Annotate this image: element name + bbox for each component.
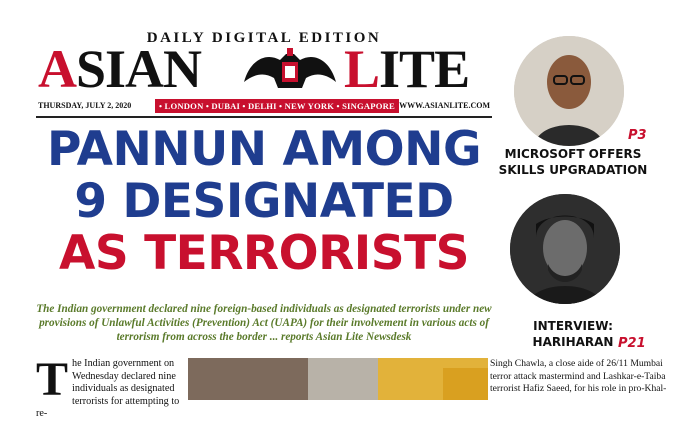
photo-building-block bbox=[188, 358, 308, 400]
masthead-divider bbox=[36, 116, 492, 118]
website-link[interactable]: WWW.ASIANLITE.COM bbox=[399, 101, 490, 110]
brand-right-text: LITE bbox=[344, 39, 470, 99]
drop-cap: T bbox=[36, 353, 69, 406]
headline-line-1: PANNUN AMONG bbox=[46, 122, 482, 177]
teaser-2-title[interactable]: INTERVIEW: HARIHARAN bbox=[532, 319, 614, 349]
article-column bbox=[36, 353, 184, 421]
edition-label: DAILY DIGITAL EDITION bbox=[146, 30, 382, 46]
teaser-1-photo[interactable] bbox=[514, 36, 624, 146]
headline-line-3: AS TERRORISTS bbox=[58, 226, 470, 281]
cities-bar: • LONDON • DUBAI • DELHI • NEW YORK • SINGAPORE bbox=[155, 99, 399, 113]
person-portrait-icon bbox=[510, 194, 620, 304]
sidebar bbox=[490, 0, 681, 400]
article-text: he Indian government on Wednesday declared nine individuals as designated terrorists for attempting to re- bbox=[36, 358, 180, 419]
crest-emblem-icon bbox=[236, 42, 344, 96]
photo-flag-fold bbox=[443, 368, 488, 400]
person-portrait-icon bbox=[514, 36, 624, 146]
issue-date: THURSDAY, JULY 2, 2020 bbox=[38, 101, 132, 110]
sidebar-column-text: Singh Chawla, a close aide of 26/11 Mumbai terror attack mastermind and Lashkar-e-Taiba terrorist Hafiz Saeed, for his role in pro-Khal- bbox=[490, 358, 667, 394]
main-headline bbox=[36, 124, 492, 280]
teaser-2-page-ref[interactable]: P21 bbox=[618, 336, 646, 351]
brand-name-right bbox=[344, 39, 470, 99]
article-photo bbox=[188, 358, 488, 400]
brand-name-left bbox=[38, 39, 202, 99]
teaser-1-page-ref[interactable]: P3 bbox=[628, 128, 647, 143]
teaser-2-photo[interactable] bbox=[510, 194, 620, 304]
headline-line-2: 9 DESIGNATED bbox=[74, 174, 454, 229]
standfirst: The Indian government declared nine foreign-based individuals as designated terrorists under new provisions of Unlawful Activities (Prevention) Act (UAPA) for their involvement in various acts of terrorism from across the border ... reports Asian Lite Newsdesk bbox=[36, 303, 492, 343]
teaser-1-title[interactable]: MICROSOFT OFFERS SKILLS UPGRADATION bbox=[498, 147, 648, 177]
masthead bbox=[36, 0, 492, 118]
dateline bbox=[36, 99, 492, 113]
photo-sky-block bbox=[308, 358, 378, 400]
brand-left-text: ASIAN bbox=[38, 39, 202, 99]
